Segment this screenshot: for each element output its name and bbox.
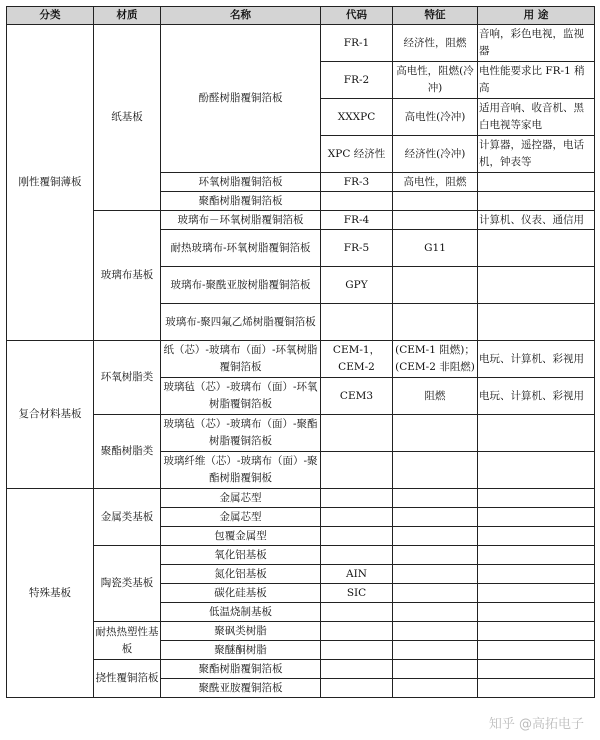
- table-row: [7, 546, 595, 565]
- feature-cell: [393, 546, 478, 565]
- use-cell: 音响，彩色电视，监视器: [478, 25, 595, 62]
- category-cell: 复合材料基板: [7, 341, 94, 489]
- name-cell: 金属芯型: [161, 508, 321, 527]
- use-cell: [478, 679, 595, 698]
- name-cell: 聚砜类树脂: [161, 622, 321, 641]
- name-cell: 金属芯型: [161, 489, 321, 508]
- header-use: 用 途: [478, 7, 595, 25]
- feature-cell: [393, 527, 478, 546]
- feature-cell: [393, 660, 478, 679]
- feature-cell: [393, 508, 478, 527]
- name-cell: 环氧树脂覆铜箔板: [161, 173, 321, 192]
- code-cell: [321, 508, 393, 527]
- feature-cell: [393, 267, 478, 304]
- category-cell: 特殊基板: [7, 489, 94, 698]
- feature-cell: 经济性(冷冲): [393, 136, 478, 173]
- code-cell: [321, 641, 393, 660]
- code-cell: [321, 679, 393, 698]
- material-cell: 挠性覆铜箔板: [94, 660, 161, 698]
- use-cell: 电性能要求比 FR-1 稍高: [478, 62, 595, 99]
- table-row: [7, 660, 595, 679]
- table-row: [7, 211, 595, 230]
- use-cell: [478, 230, 595, 267]
- header-category: 分类: [7, 7, 94, 25]
- use-cell: [478, 641, 595, 660]
- code-cell: FR-5: [321, 230, 393, 267]
- code-cell: [321, 415, 393, 452]
- feature-cell: 阻燃: [393, 378, 478, 415]
- name-cell: 玻璃毡（芯）-玻璃布（面）-环氧树脂覆铜箔板: [161, 378, 321, 415]
- header-material: 材质: [94, 7, 161, 25]
- name-cell: 玻璃毡（芯）-玻璃布（面）-聚酯树脂覆铜箔板: [161, 415, 321, 452]
- table-row: [7, 415, 595, 452]
- material-cell: 金属类基板: [94, 489, 161, 546]
- use-cell: [478, 192, 595, 211]
- use-cell: [478, 565, 595, 584]
- code-cell: [321, 527, 393, 546]
- header-name: 名称: [161, 7, 321, 25]
- name-cell: 玻璃布－环氧树脂覆铜箔板: [161, 211, 321, 230]
- feature-cell: [393, 415, 478, 452]
- code-cell: [321, 622, 393, 641]
- use-cell: [478, 622, 595, 641]
- code-cell: FR-4: [321, 211, 393, 230]
- use-cell: 电玩、计算机、彩视用: [478, 378, 595, 415]
- table-row: [7, 622, 595, 641]
- code-cell: [321, 546, 393, 565]
- feature-cell: [393, 641, 478, 660]
- name-cell: 纸（芯）-玻璃布（面）-环氧树脂覆铜箔板: [161, 341, 321, 378]
- use-cell: [478, 508, 595, 527]
- name-cell: 玻璃布-聚四氟乙烯树脂覆铜箔板: [161, 304, 321, 341]
- code-cell: [321, 304, 393, 341]
- name-cell: 聚醚酮树脂: [161, 641, 321, 660]
- use-cell: [478, 660, 595, 679]
- use-cell: [478, 415, 595, 452]
- material-cell: 环氧树脂类: [94, 341, 161, 415]
- material-cell: 玻璃布基板: [94, 211, 161, 341]
- feature-cell: 高电性，阻燃: [393, 173, 478, 192]
- feature-cell: [393, 603, 478, 622]
- feature-cell: [393, 584, 478, 603]
- use-cell: 计算器，遥控器，电话机，钟表等: [478, 136, 595, 173]
- material-cell: 耐热热塑性基板: [94, 622, 161, 660]
- code-cell: XPC 经济性: [321, 136, 393, 173]
- feature-cell: [393, 452, 478, 489]
- name-cell: 酚醛树脂覆铜箔板: [161, 25, 321, 173]
- feature-cell: G11: [393, 230, 478, 267]
- code-cell: [321, 660, 393, 679]
- code-cell: CEM3: [321, 378, 393, 415]
- name-cell: 氮化铝基板: [161, 565, 321, 584]
- code-cell: SIC: [321, 584, 393, 603]
- use-cell: [478, 603, 595, 622]
- use-cell: [478, 304, 595, 341]
- feature-cell: 经济性，阻燃: [393, 25, 478, 62]
- use-cell: [478, 452, 595, 489]
- pcb-substrate-table: [6, 6, 595, 698]
- feature-cell: 高电性，阻燃(冷冲): [393, 62, 478, 99]
- name-cell: 聚酯树脂覆铜箔板: [161, 192, 321, 211]
- code-cell: FR-3: [321, 173, 393, 192]
- code-cell: AIN: [321, 565, 393, 584]
- use-cell: [478, 489, 595, 508]
- code-cell: FR-2: [321, 62, 393, 99]
- code-cell: XXXPC: [321, 99, 393, 136]
- name-cell: 氧化铝基板: [161, 546, 321, 565]
- name-cell: 聚酯树脂覆铜箔板: [161, 660, 321, 679]
- material-cell: 聚酯树脂类: [94, 415, 161, 489]
- use-cell: [478, 584, 595, 603]
- material-cell: 陶瓷类基板: [94, 546, 161, 622]
- name-cell: 包覆金属型: [161, 527, 321, 546]
- name-cell: 耐热玻璃布-环氧树脂覆铜箔板: [161, 230, 321, 267]
- header-feature: 特征: [393, 7, 478, 25]
- code-cell: [321, 192, 393, 211]
- use-cell: 计算机、仪表、通信用: [478, 211, 595, 230]
- feature-cell: [393, 622, 478, 641]
- feature-cell: [393, 211, 478, 230]
- code-cell: FR-1: [321, 25, 393, 62]
- material-cell: 纸基板: [94, 25, 161, 211]
- code-cell: CEM-1，CEM-2: [321, 341, 393, 378]
- code-cell: [321, 603, 393, 622]
- watermark: 知乎 @高拓电子: [488, 717, 584, 732]
- feature-cell: [393, 679, 478, 698]
- use-cell: 电玩、计算机、彩视用: [478, 341, 595, 378]
- feature-cell: [393, 489, 478, 508]
- name-cell: 碳化硅基板: [161, 584, 321, 603]
- code-cell: [321, 489, 393, 508]
- use-cell: [478, 173, 595, 192]
- category-cell: 刚性覆铜薄板: [7, 25, 94, 341]
- use-cell: 适用音响、收音机、黑白电视等家电: [478, 99, 595, 136]
- name-cell: 低温烧制基板: [161, 603, 321, 622]
- name-cell: 玻璃布-聚酰亚胺树脂覆铜箔板: [161, 267, 321, 304]
- use-cell: [478, 546, 595, 565]
- use-cell: [478, 267, 595, 304]
- header-code: 代码: [321, 7, 393, 25]
- feature-cell: [393, 304, 478, 341]
- feature-cell: [393, 192, 478, 211]
- feature-cell: [393, 565, 478, 584]
- feature-cell: (CEM-1 阻燃)；(CEM-2 非阻燃): [393, 341, 478, 378]
- table-row: [7, 341, 595, 378]
- name-cell: 玻璃纤维（芯）-玻璃布（面）-聚酯树脂覆铜板: [161, 452, 321, 489]
- feature-cell: 高电性(冷冲): [393, 99, 478, 136]
- header-row: [7, 7, 595, 25]
- code-cell: GPY: [321, 267, 393, 304]
- table-row: [7, 489, 595, 508]
- use-cell: [478, 527, 595, 546]
- table-row: [7, 25, 595, 62]
- code-cell: [321, 452, 393, 489]
- name-cell: 聚酰亚胺覆铜箔板: [161, 679, 321, 698]
